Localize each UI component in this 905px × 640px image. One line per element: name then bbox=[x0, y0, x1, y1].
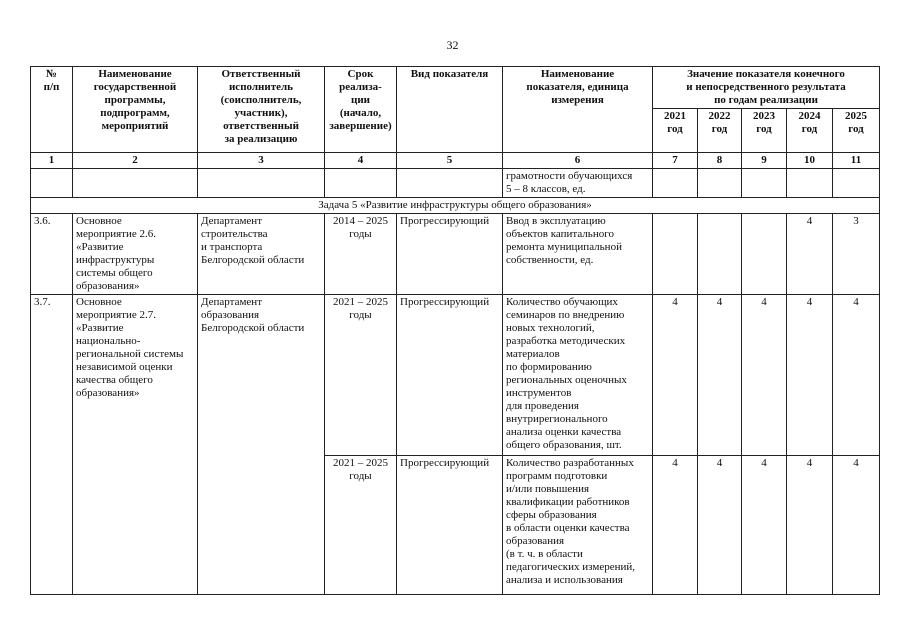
header-indicator-name: Наименование показателя, единица измерения bbox=[503, 67, 653, 153]
table-row bbox=[31, 214, 880, 295]
header-year-2024: 2024 год bbox=[787, 109, 833, 153]
header-values-group: Значение показателя конечного и непосредственного результата по годам реализации bbox=[653, 67, 880, 109]
column-number: 10 bbox=[787, 153, 833, 169]
task-title: Задача 5 «Развитие инфраструктуры общего образования» bbox=[31, 198, 880, 214]
continuation-row bbox=[31, 169, 880, 198]
value-2024-cell: 4 bbox=[787, 456, 833, 595]
indicator-kind-cell: Прогрессирующий bbox=[397, 295, 503, 456]
value-2021-cell: 4 bbox=[653, 295, 698, 456]
indicator-name-cell: Количество обучающих семинаров по внедрению новых технологий, разработка методических материалов по формированию региональных оценочных инструментов для проведения внутрирегионального анализа оценки качества общего образования, шт. bbox=[503, 295, 653, 456]
indicator-kind-cell: Прогрессирующий bbox=[397, 214, 503, 295]
column-number: 11 bbox=[833, 153, 880, 169]
responsible-cell: Департамент образования Белгородской области bbox=[198, 295, 325, 595]
responsible-cell: Департамент строительства и транспорта Белгородской области bbox=[198, 214, 325, 295]
measure-name-cell: Основное мероприятие 2.6. «Развитие инфраструктуры системы общего образования» bbox=[73, 214, 198, 295]
term-cell: 2021 – 2025 годы bbox=[325, 295, 397, 456]
header-year-2022: 2022 год bbox=[698, 109, 742, 153]
value-2021-cell: 4 bbox=[653, 456, 698, 595]
header-program-name: Наименование государственной программы, подпрограмм, мероприятий bbox=[73, 67, 198, 153]
column-number: 4 bbox=[325, 153, 397, 169]
row-number: 3.7. bbox=[31, 295, 73, 595]
value-2025-cell: 4 bbox=[833, 295, 880, 456]
value-2025-cell: 4 bbox=[833, 456, 880, 595]
value-2022-cell: 4 bbox=[698, 295, 742, 456]
indicator-name-cell: Ввод в эксплуатацию объектов капитального ремонта муниципальной собственности, ед. bbox=[503, 214, 653, 295]
measure-name-cell: Основное мероприятие 2.7. «Развитие национально- региональной системы независимой оценки качества общего образования» bbox=[73, 295, 198, 595]
column-number: 6 bbox=[503, 153, 653, 169]
column-number: 7 bbox=[653, 153, 698, 169]
value-2022-cell: 4 bbox=[698, 456, 742, 595]
value-2025-cell: 3 bbox=[833, 214, 880, 295]
header-year-2023: 2023 год bbox=[742, 109, 787, 153]
column-numbers-row bbox=[31, 153, 880, 169]
table-row bbox=[31, 295, 880, 456]
header-responsible: Ответственный исполнитель (соисполнитель, участник), ответственный за реализацию bbox=[198, 67, 325, 153]
indicator-name-cell: Количество разработанных программ подготовки и/или повышения квалификации работников сферы образования в области оценки качества образования (в т. ч. в области педагогических измерений, анализа и использования bbox=[503, 456, 653, 595]
column-number: 2 bbox=[73, 153, 198, 169]
value-2022-cell bbox=[698, 214, 742, 295]
value-2023-cell: 4 bbox=[742, 295, 787, 456]
header-term: Срок реализа- ции (начало, завершение) bbox=[325, 67, 397, 153]
page-number: 32 bbox=[446, 38, 459, 52]
value-2024-cell: 4 bbox=[787, 214, 833, 295]
header-indicator-kind: Вид показателя bbox=[397, 67, 503, 153]
column-number: 5 bbox=[397, 153, 503, 169]
column-number: 8 bbox=[698, 153, 742, 169]
task-row bbox=[31, 198, 880, 214]
value-2023-cell: 4 bbox=[742, 456, 787, 595]
indicators-table bbox=[30, 66, 880, 595]
indicator-name-cell: грамотности обучающихся 5 – 8 классов, ед. bbox=[503, 169, 653, 198]
value-2024-cell: 4 bbox=[787, 295, 833, 456]
term-cell: 2021 – 2025 годы bbox=[325, 456, 397, 595]
header-num: № п/п bbox=[31, 67, 73, 153]
column-number: 3 bbox=[198, 153, 325, 169]
indicator-kind-cell: Прогрессирующий bbox=[397, 456, 503, 595]
value-2023-cell bbox=[742, 214, 787, 295]
header-year-2025: 2025 год bbox=[833, 109, 880, 153]
header-row bbox=[31, 67, 880, 109]
term-cell: 2014 – 2025 годы bbox=[325, 214, 397, 295]
header-year-2021: 2021 год bbox=[653, 109, 698, 153]
column-number: 1 bbox=[31, 153, 73, 169]
value-2021-cell bbox=[653, 214, 698, 295]
column-number: 9 bbox=[742, 153, 787, 169]
row-number: 3.6. bbox=[31, 214, 73, 295]
